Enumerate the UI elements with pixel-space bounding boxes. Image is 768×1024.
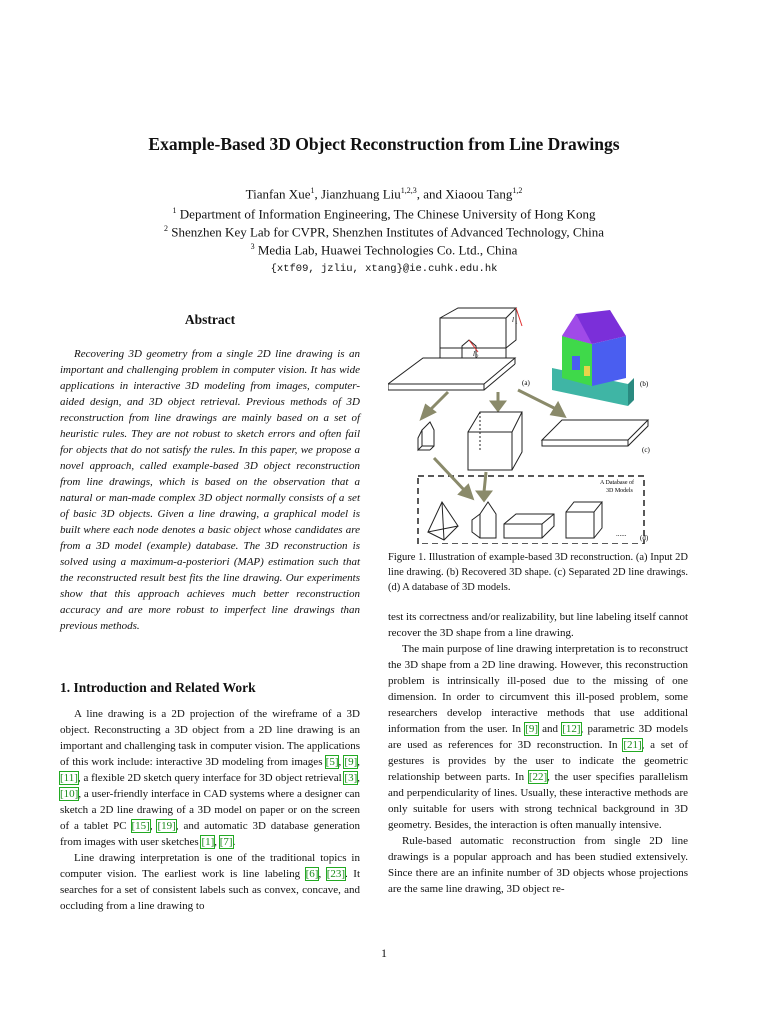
citation-link[interactable]: [5] bbox=[325, 756, 339, 768]
body-text: , bbox=[357, 756, 360, 768]
body-text: The main purpose of line drawing interpretation is to reconstruct the 3D shape from a 2D line drawing. However, this reconstruction problem is intrinsically ill-posed due to the missing of one dimension. In order to circumvent this ill-posed problem, some researchers develop interactive methods that use additional information from the user. In bbox=[388, 643, 688, 735]
figure-caption: Figure 1. Illustration of example-based 3D reconstruction. (a) Input 2D line drawing. (b) Recovered 3D shape. (c) Separated 2D line drawings. (d) A database of 3D models. bbox=[388, 552, 688, 593]
label-l2: l bbox=[473, 350, 475, 358]
paper-title: Example-Based 3D Object Reconstruction from Line Drawings bbox=[148, 134, 620, 154]
author-email: {xtf09, jzliu, xtang}@ie.cuhk.edu.hk bbox=[270, 263, 498, 275]
arrows bbox=[422, 390, 564, 418]
database-label-1: A Database of bbox=[600, 480, 634, 486]
section-heading: 1. Introduction and Related Work bbox=[60, 680, 256, 695]
label-l1-sub: 1 bbox=[515, 321, 518, 326]
affiliation-text: Shenzhen Key Lab for CVPR, Shenzhen Institutes of Advanced Technology, China bbox=[168, 224, 604, 240]
citation-link[interactable]: [6] bbox=[305, 868, 319, 880]
affiliation-text: Media Lab, Huawei Technologies Co. Ltd., China bbox=[254, 242, 518, 258]
body-text: , the user specifies parallelism and perpendicularity of lines. Usually, these interactive methods are only suitable for users with strong technical background in 3D geometry. Besides, the interaction is often manually intensive. bbox=[388, 771, 688, 831]
author-name: Xiaoou Tang bbox=[445, 186, 513, 202]
citation-link[interactable]: [9] bbox=[525, 723, 538, 735]
intro-paragraph-2 bbox=[60, 850, 360, 914]
database-ellipsis: ...... bbox=[616, 530, 627, 538]
label-d: (d) bbox=[640, 534, 649, 542]
citation-link[interactable]: [22] bbox=[528, 771, 548, 783]
database-label-2: 3D Models bbox=[606, 488, 633, 494]
database-models bbox=[428, 502, 602, 540]
label-c: (c) bbox=[642, 446, 650, 454]
body-text: , a user-friendly interface in CAD systems where a designer can sketch a 2D line drawing of a 3D model on paper or on the screen of a tablet PC bbox=[60, 788, 360, 832]
abstract-body: Recovering 3D geometry from a single 2D line drawing is an important and challenging problem in computer vision. It has wide applications in interactive 3D modeling from images, computer-aided design, and 3D object retrieval. Previous methods of 3D reconstruction from line drawings are mainly based on a set of heuristic rules. They are not robust to sketch errors and often fail for objects that do not satisfy the rules. In this paper, we propose a novel approach, called example-based 3D object reconstruction from line drawings, which is based on the observation that a natural or man-made complex 3D object normally consists of a set of basic 3D objects. Given a line drawing, a graphical model is built where each node denotes a basic object whose candidates are from a 3D model (example) database. The 3D reconstruction is solved using a maximum-a-posteriori (MAP) estimation such that the reconstructed result best fits the line drawing. Our experiments show that this approach achieves much better reconstruction accuracy and are more robust to imperfect line drawings than previous methods. bbox=[60, 348, 360, 632]
citation-link[interactable]: [12] bbox=[562, 723, 581, 735]
input-line-drawing bbox=[388, 308, 522, 390]
body-text: , a set of gestures is provides by the user to indicate the geometric relationship between parts. In bbox=[388, 739, 689, 783]
label-l2-sub: 2 bbox=[476, 355, 479, 360]
label-b: (b) bbox=[640, 380, 649, 388]
left-column-body bbox=[60, 706, 360, 914]
affiliation-mark: 2 bbox=[164, 224, 169, 233]
body-text: , bbox=[357, 772, 360, 784]
body-text: , bbox=[149, 820, 158, 832]
body-text: A line drawing is a 2D projection of the wireframe of a 3D object. Reconstructing a 3D object from a 2D line drawing is an important and challenging task in computer vision. The applications of this work include: interactive 3D modeling from images bbox=[60, 708, 360, 768]
body-text: and bbox=[538, 723, 563, 735]
citation-link[interactable]: [19] bbox=[157, 820, 176, 832]
citation-link[interactable]: [15] bbox=[131, 820, 150, 832]
affiliation-mark: 1 bbox=[172, 206, 177, 215]
author-line: Tianfan Xue$^1$, Jianzhuang Liu$^{1,2,3}$, and Xiaoou Tang$^{1,2}$ bbox=[245, 186, 523, 202]
right-paragraph-3: Rule-based automatic reconstruction from single 2D line drawings is a popular approach and has been studied extensively. Since there are an infinite number of 3D objects whose projections are the same line drawing, 3D object re- bbox=[388, 835, 688, 895]
author-affiliation-mark: 1 bbox=[310, 186, 315, 195]
recovered-3d-house bbox=[552, 310, 634, 406]
author-affiliation-mark: 1,2 bbox=[512, 186, 523, 195]
body-text: , parametric 3D models are used as references for 3D reconstruction. In bbox=[388, 723, 688, 751]
citation-link[interactable]: [10] bbox=[60, 788, 79, 800]
citation-link[interactable]: [11] bbox=[60, 772, 78, 784]
separated-line-drawings bbox=[418, 412, 648, 470]
label-a: (a) bbox=[522, 379, 530, 387]
citation-link[interactable]: [21] bbox=[623, 739, 642, 751]
page-number: 1 bbox=[381, 946, 387, 960]
abstract-heading: Abstract bbox=[184, 312, 236, 327]
intro-paragraph-1 bbox=[60, 706, 360, 850]
right-column-body bbox=[388, 609, 688, 897]
right-paragraph-1: test its correctness and/or realizability, but line labeling itself cannot recover the 3D shape from a line drawing. bbox=[388, 611, 688, 639]
email-line bbox=[0, 258, 768, 278]
right-paragraph-2 bbox=[388, 641, 688, 833]
body-text: . It searches for a set of consistent labels such as convex, concave, and occluding from a line drawing to bbox=[60, 868, 361, 912]
figure-1 bbox=[388, 306, 688, 544]
body-text: , and automatic 3D database generation from images with user sketches bbox=[60, 820, 360, 848]
affiliation-line bbox=[0, 238, 768, 259]
affiliation-text: Department of Information Engineering, The Chinese University of Hong Kong bbox=[176, 206, 596, 222]
author-name: Tianfan Xue bbox=[245, 186, 311, 202]
affiliation-mark: 3 bbox=[250, 242, 255, 251]
citation-link[interactable]: [9] bbox=[344, 756, 358, 768]
citation-link[interactable]: [23] bbox=[326, 868, 346, 880]
body-text: Line drawing interpretation is one of the traditional topics in computer vision. The earliest work is line labeling bbox=[60, 852, 360, 880]
citation-link[interactable]: [1] bbox=[201, 836, 215, 848]
label-l1: l bbox=[512, 316, 514, 324]
citation-link[interactable]: [7] bbox=[219, 836, 233, 848]
database-arrows bbox=[434, 458, 490, 500]
citation-link[interactable]: [3] bbox=[344, 772, 358, 784]
author-name: Jianzhuang Liu bbox=[320, 186, 401, 202]
body-text: , bbox=[338, 756, 345, 768]
author-affiliation-mark: 1,2,3 bbox=[400, 186, 417, 195]
body-text: , bbox=[214, 836, 220, 848]
body-text: . bbox=[232, 836, 236, 848]
body-text: , a flexible 2D sketch query interface for 3D object retrieval bbox=[77, 772, 345, 784]
body-text: , bbox=[318, 868, 327, 880]
database-box bbox=[418, 476, 644, 544]
